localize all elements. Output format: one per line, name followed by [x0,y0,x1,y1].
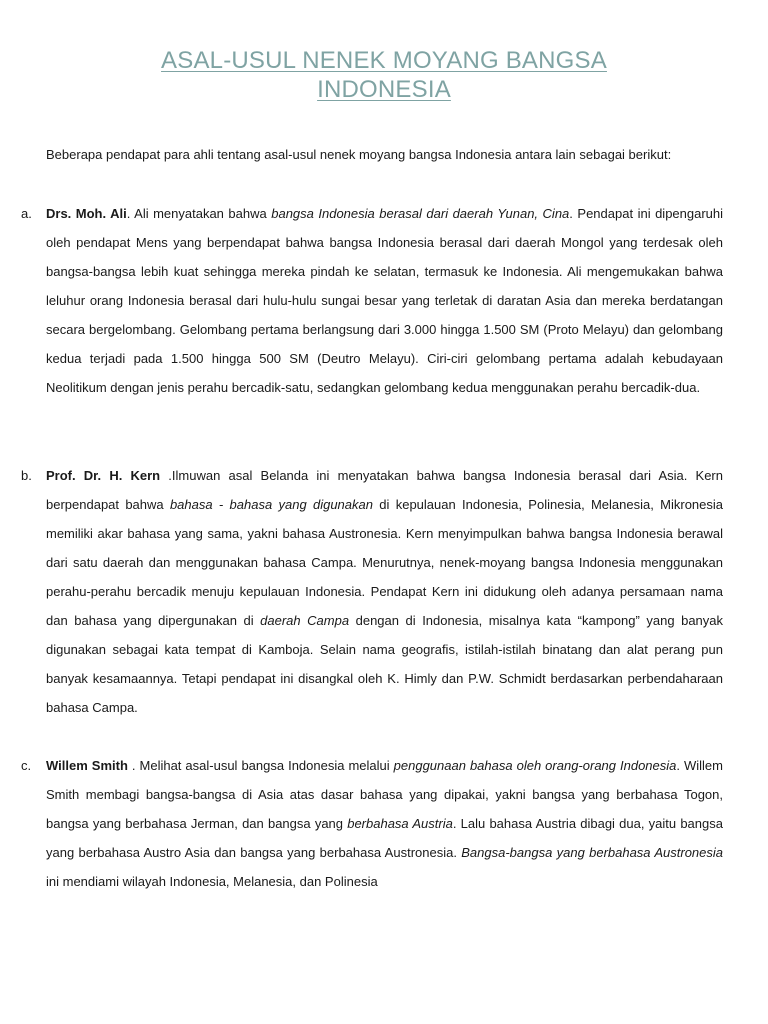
paragraph-emphasis: Bangsa-bangsa yang berbahasa Austronesia [461,845,724,860]
paragraph-text: . Lalu bahasa Austria dibagi dua, yaitu bangsa yang berbahasa Austro Asia dan bangsa yang berbahasa Austronesia. [46,816,723,860]
paragraph-text: . Melihat asal-usul bangsa Indonesia melalui [127,758,394,773]
expert-name: Willem Smith [46,758,128,773]
list-marker: c. [21,758,32,773]
page-title-line-1: ASAL-USUL NENEK MOYANG BANGSA [161,47,607,74]
paragraph-emphasis: penggunaan bahasa oleh orang-orang Indonesia [393,758,677,773]
list-marker: a. [21,206,32,221]
paragraph-text: ini mendiami wilayah Indonesia, Melanesia, dan Polinesia [46,874,378,889]
list-item-kern [21,461,724,722]
paragraph-text: . Willem Smith membagi bangsa-bangsa di Asia atas dasar bahasa yang dipakai, yakni bangsa yang berbahasa Togon, bangsa yang berbahasa Jerman, dan bangsa yang [46,758,723,831]
intro-paragraph: Beberapa pendapat para ahli tentang asal-usul nenek moyang bangsa Indonesia antara lain sebagai berikut: [46,147,672,162]
paragraph-emphasis: berbahasa Austria [347,816,453,831]
paragraph-text: . Pendapat ini dipengaruhi oleh pendapat Mens yang berpendapat bahwa bangsa Indonesia berasal dari daerah Mongol yang terdesak oleh bangsa-bangsa lebih kuat sehingga mereka pindah ke selatan, termasuk ke Indonesia. Ali mengemukakan bahwa leluhur orang Indonesia berasal dari hulu-hulu sungai besar yang terletak di daratan Asia dan mereka berdatangan secara bergelombang. Gelombang pertama berlangsung dari 3.000 hingga 1.500 SM (Proto Melayu) dan gelombang kedua terjadi pada 1.500 hingga 500 SM (Deutro Melayu). Ciri-ciri gelombang pertama adalah kebudayaan Neolitikum dengan jenis perahu bercadik-satu, sedangkan gelombang kedua menggunakan perahu bercadik-dua. [46,206,724,395]
paragraph-text: .Ilmuwan asal Belanda ini menyatakan bahwa bangsa Indonesia berasal dari Asia. Kern berpendapat bahwa [46,468,723,512]
list-item-ali [21,199,724,402]
paragraph-text: di kepulauan Indonesia, Polinesia, Melanesia, Mikronesia memiliki akar bahasa yang sama, yakni bahasa Austronesia. Kern menyimpulkan bahwa bangsa Indonesia berawal dari satu daerah dan menggunakan bahasa Campa. Menurutnya, nenek-moyang bangsa Indonesia menggunakan perahu-perahu bercadik menuju kepulauan Indonesia. Pendapat Kern ini didukung oleh adanya persamaan nama dan bahasa yang dipergunakan di [46,497,724,628]
paragraph-emphasis: bangsa Indonesia berasal dari daerah Yunan, Cina [271,206,570,221]
paragraph-emphasis: bahasa - bahasa yang digunakan [169,497,373,512]
paragraph-text: . Ali menyatakan bahwa [126,206,272,221]
list-item-smith [21,751,724,896]
expert-name: Prof. Dr. H. Kern [46,468,161,483]
paragraph-emphasis: daerah Campa [260,613,350,628]
expert-name: Drs. Moh. Ali [46,206,127,221]
paragraph-text: dengan di Indonesia, misalnya kata “kampong” yang banyak digunakan sebagai kata tempat di Kamboja. Selain nama geografis, istilah-istilah binatang dan alat perang pun banyak kesamaannya. Tetapi pendapat ini disangkal oleh K. Himly dan P.W. Schmidt berdasarkan perbendaharaan bahasa Campa. [46,613,724,715]
page-title [0,46,768,104]
list-marker: b. [21,468,32,483]
page-title-line-2: INDONESIA [317,76,451,103]
